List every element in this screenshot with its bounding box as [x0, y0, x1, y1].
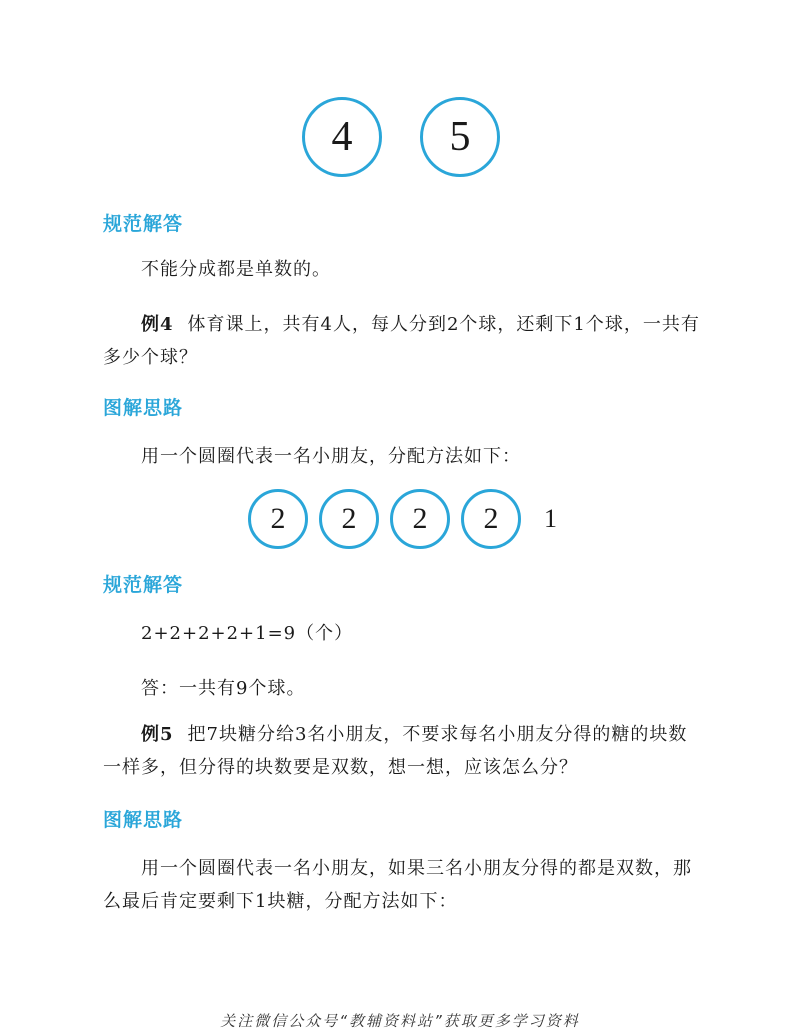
footer-watermark-text: 关注微信公众号“教辅资料站”获取更多学习资料 [220, 1012, 580, 1030]
example-5-label: 例5 [141, 724, 174, 745]
remainder-value: 1 [544, 504, 557, 533]
heading-standard-answer-1: 规范解答 [103, 213, 184, 235]
heading-diagram-approach-2: 图解思路 [103, 809, 184, 831]
top-circle-diagram [302, 97, 500, 177]
diagram-1-text: 用一个圆圈代表一名小朋友，分配方法如下： [141, 446, 521, 467]
equation-text: 2+2+2+2+1=9（个） [141, 623, 354, 644]
answer-1-text: 不能分成都是单数的。 [141, 259, 331, 280]
circle-5: 5 [420, 97, 500, 177]
ball-distribution-diagram [248, 489, 557, 549]
circle-2-c: 2 [390, 489, 450, 549]
heading-diagram-approach-1: 图解思路 [103, 397, 184, 419]
circle-2-d: 2 [461, 489, 521, 549]
example-5 [103, 718, 703, 784]
circle-4: 4 [302, 97, 382, 177]
example-4 [103, 308, 703, 374]
diagram-2-text: 用一个圆圈代表一名小朋友，如果三名小朋友分得的都是双数，那么最后肯定要剩下1块糖，分配方法如下： [103, 858, 692, 912]
heading-standard-answer-2: 规范解答 [103, 574, 184, 596]
example-4-label: 例4 [141, 314, 174, 335]
circle-2-a: 2 [248, 489, 308, 549]
example-4-text: 体育课上，共有4人，每人分到2个球，还剩下1个球，一共有多少个球？ [103, 314, 700, 368]
circle-2-b: 2 [319, 489, 379, 549]
answer-2-text: 答：一共有9个球。 [141, 678, 306, 699]
example-5-text: 把7块糖分给3名小朋友，不要求每名小朋友分得的糖的块数一样多，但分得的块数要是双数，想一想，应该怎么分？ [103, 724, 688, 778]
